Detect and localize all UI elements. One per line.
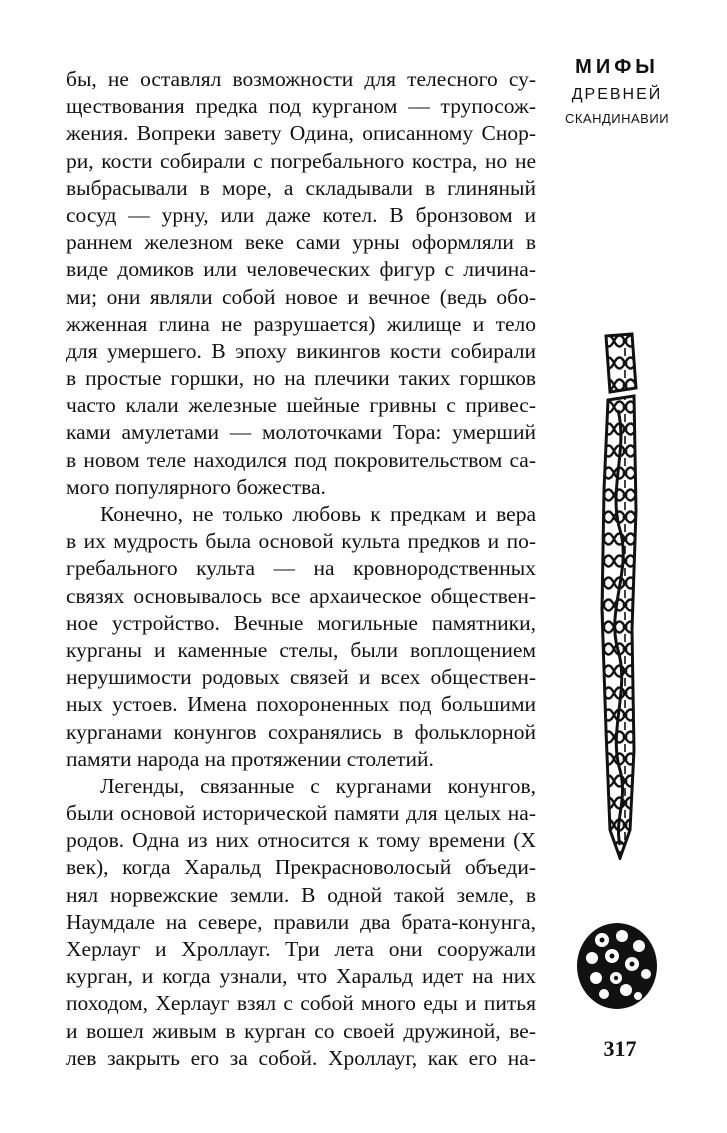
text-line: выбрасывали в море, а складывали в глиняный xyxy=(66,175,536,200)
text-line: курганами конунгов сохранялись в фольклорной xyxy=(66,719,536,744)
text-line: часто клали железные шейные гривны с привес- xyxy=(66,393,536,418)
text-line: ное устройство. Вечные могильные памятники, xyxy=(66,610,536,635)
text-line: жения. Вопреки завету Одина, описанному Снор- xyxy=(66,121,536,146)
text-line: в простые горшки, но на плечики таких горшков xyxy=(66,366,536,391)
text-line: виде домиков или человеческих фигур с личина- xyxy=(66,257,536,282)
text-line: курган, и когда узнали, что Харальд идет на них xyxy=(66,964,536,989)
text-line: Конечно, не только любовь к предкам и вера xyxy=(100,502,536,526)
carved-ornament-illustration xyxy=(592,330,652,860)
text-line: ками амулетами — молоточками Тора: умерший xyxy=(66,420,536,445)
text-line: раннем железном веке сами урны оформляли в xyxy=(66,230,536,255)
paragraph-1 xyxy=(66,66,536,501)
text-line: и вошел живым в курган со своей дружиной, ве- xyxy=(66,1018,536,1043)
text-line: ми; они являли собой новое и вечное (ведь обо- xyxy=(66,284,536,309)
paragraph-3 xyxy=(66,773,536,1072)
text-line: мого популярного божества. xyxy=(66,474,326,499)
header-line-2: ДРЕВНЕЙ xyxy=(571,86,663,103)
text-line: ри, кости собирали с погребального костра, но не xyxy=(66,148,536,173)
text-line: сосуд — урну, или даже котел. В бронзовом и xyxy=(66,202,536,227)
text-line: в новом теле находился под покровительством са- xyxy=(66,447,536,472)
text-line: курганы и каменные стелы, были воплощением xyxy=(66,637,536,662)
text-line: Херлауг и Хроллауг. Три лета они сооружали xyxy=(66,937,536,961)
filigree-brooch-illustration xyxy=(572,918,662,1013)
text-line: связях основывалось все архаическое обществен- xyxy=(66,583,536,608)
text-line: ществования предка под курганом — трупосож- xyxy=(66,94,536,119)
text-line: лев закрыть его за собой. Хроллауг, как его на- xyxy=(66,1045,536,1070)
text-line: в их мудрость была основой культа предков и по- xyxy=(66,529,536,554)
main-text-column xyxy=(66,66,536,1072)
text-line: жженная глина не разрушается) жилище и тело xyxy=(66,311,536,336)
paragraph-2 xyxy=(66,501,536,773)
text-line: были основой исторической памяти для целых на- xyxy=(66,801,536,826)
text-line: нерушимости родовых связей и всех обществен- xyxy=(66,665,536,690)
text-line: Легенды, связанные с курганами конунгов, xyxy=(100,773,536,798)
text-line: век), когда Харальд Прекрасноволосый объеди- xyxy=(66,855,536,880)
running-header xyxy=(562,52,672,130)
text-line: памяти народа на протяжении столетий. xyxy=(66,746,434,771)
header-line-1: МИФЫ xyxy=(575,56,659,78)
text-line: гребального культа — на кровнородственных xyxy=(66,556,536,581)
text-line: ных устоев. Имена похороненных под большими xyxy=(66,692,536,717)
text-line: походом, Херлауг взял с собой много еды и питья xyxy=(66,991,536,1016)
text-line: родов. Одна из них относится к тому времени (X xyxy=(66,828,536,853)
header-line-3: СКАНДИНАВИИ xyxy=(564,111,670,126)
text-line: Наумдале на севере, правили два брата-конунга, xyxy=(66,909,536,934)
page-number: 317 xyxy=(603,1036,637,1061)
text-line: бы, не оставлял возможности для телесного су- xyxy=(66,67,536,91)
text-line: нял норвежские земли. В одной такой земле, в xyxy=(66,882,536,907)
text-line: для умершего. В эпоху викингов кости собирали xyxy=(66,338,536,363)
